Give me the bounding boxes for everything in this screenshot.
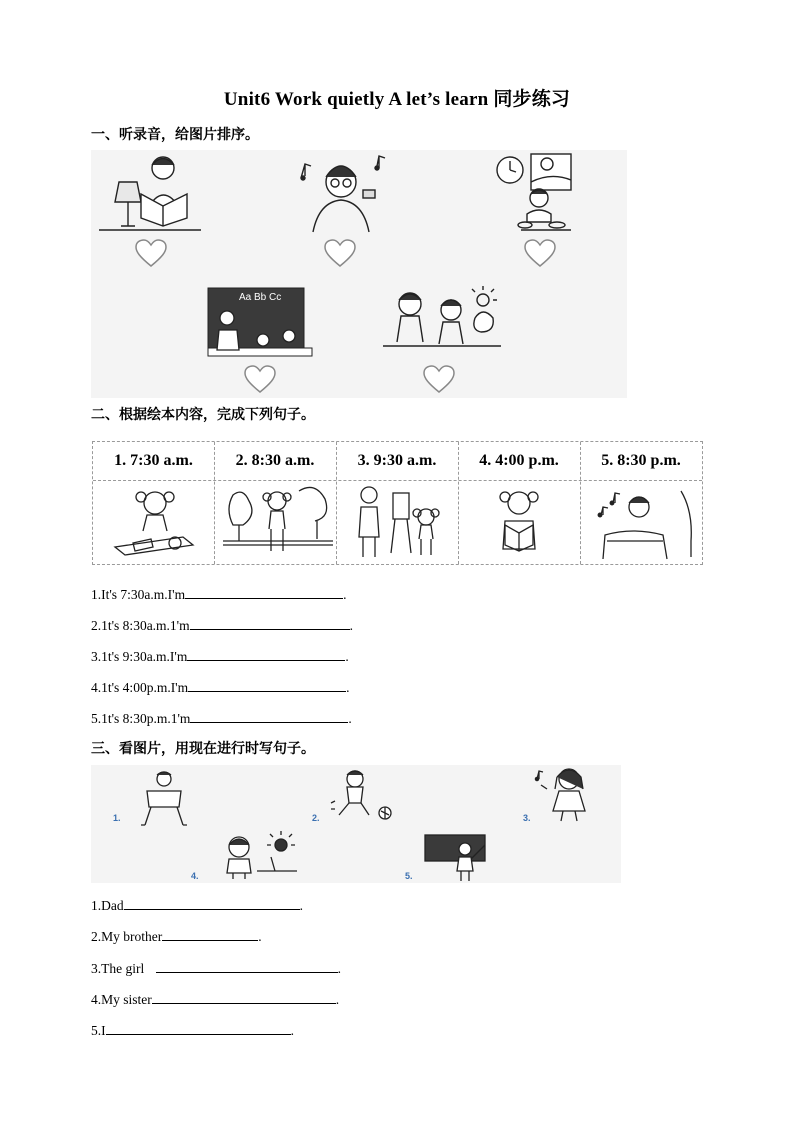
- girl-painting-picture: [359, 487, 439, 557]
- answer-blank[interactable]: [185, 584, 343, 599]
- sentence-prefix: 1.It's 7:30a.m.I'm: [91, 587, 186, 602]
- girl-singing-picture: [535, 769, 585, 821]
- answer-blank[interactable]: [190, 615, 350, 630]
- sentence-prefix: 2.1t's 8:30a.m.1'm: [91, 618, 190, 633]
- sentence-end: .: [345, 649, 349, 664]
- sentence-end: .: [346, 680, 350, 695]
- sentence-prefix: 2.My brother: [91, 929, 163, 944]
- answer-blank[interactable]: [187, 646, 345, 661]
- heart-answer-box-2: [325, 240, 355, 266]
- teacher-board-picture: [425, 835, 485, 881]
- dad-reading-picture: [141, 772, 187, 825]
- time-header-1: 1. 7:30 a.m.: [114, 452, 193, 469]
- section2-sentence-4: [91, 677, 350, 696]
- section2-sentence-2: [91, 615, 353, 634]
- heart-answer-box-3: [525, 240, 555, 266]
- sentence-end: .: [335, 992, 340, 1007]
- sentence-prefix: 5.I: [91, 1023, 106, 1038]
- answer-blank[interactable]: [106, 1020, 291, 1035]
- section2-sentence-5: [91, 708, 352, 727]
- section3-sentence-2: [91, 926, 262, 945]
- section3-illustrations: [91, 765, 621, 883]
- page-title: Unit6 Work quietly A let’s learn 同步练习: [223, 89, 571, 110]
- sentence-prefix: 4.My sister: [91, 992, 152, 1007]
- sister-outdoor-picture: [227, 831, 297, 879]
- answer-blank[interactable]: [162, 926, 258, 941]
- section3-sentence-4: [91, 989, 339, 1008]
- sentence-prefix: 1.Dad: [91, 898, 124, 913]
- time-header-5: 5. 8:30 p.m.: [601, 452, 681, 469]
- sentence-end: .: [348, 711, 352, 726]
- sentence-end: .: [343, 587, 347, 602]
- section3-heading: 三、看图片，用现在进行时写句子。: [91, 742, 315, 757]
- picture-number-1: 1.: [113, 813, 121, 823]
- sentence-prefix: 4.1t's 4:00p.m.I'm: [91, 680, 189, 695]
- sentence-prefix: 3.1t's 9:30a.m.I'm: [91, 649, 188, 664]
- section2-sentence-1: [91, 584, 346, 603]
- time-header-3: 3. 9:30 a.m.: [357, 452, 437, 469]
- answer-blank[interactable]: [124, 895, 300, 910]
- section2-heading: 二、根据绘本内容，完成下列句子。: [91, 408, 315, 423]
- section1-heading: 一、听录音，给图片排序。: [91, 128, 259, 143]
- board-text: Aa Bb Cc: [239, 292, 282, 303]
- picture-number-2: 2.: [312, 813, 320, 823]
- section2-sentence-3: [91, 646, 349, 665]
- outdoor-picture: [383, 286, 501, 346]
- answer-blank[interactable]: [156, 958, 338, 973]
- girl-cooking-picture: [115, 492, 193, 555]
- picture-number-3: 3.: [523, 813, 531, 823]
- section3-sentence-3: [91, 958, 341, 977]
- sentence-prefix: 5.1t's 8:30p.m.1'm: [91, 711, 191, 726]
- reading-picture: [99, 157, 201, 230]
- section3-sentence-1: [91, 895, 303, 914]
- sentence-end: .: [349, 618, 353, 633]
- music-picture: [301, 156, 385, 232]
- answer-blank[interactable]: [190, 708, 348, 723]
- girl-bed-music-picture: [598, 491, 691, 559]
- sentence-prefix: 3.The girl: [91, 961, 148, 976]
- time-table-illustrations: [93, 481, 702, 563]
- answer-blank[interactable]: [188, 677, 346, 692]
- section3-picture-panel: [91, 765, 621, 883]
- girl-park-picture: [223, 487, 333, 551]
- heart-answer-box-4: [245, 366, 275, 392]
- sentence-end: .: [290, 1023, 294, 1038]
- section3-sentence-5: [91, 1020, 294, 1039]
- breakfast-picture: [497, 154, 571, 230]
- heart-answer-box-5: [424, 366, 454, 392]
- sentence-end: .: [337, 961, 341, 976]
- picture-number-5: 5.: [405, 871, 413, 881]
- time-picture-table: [92, 441, 703, 565]
- picture-number-4: 4.: [191, 871, 199, 881]
- section1-picture-panel: [91, 150, 627, 398]
- time-header-2: 2. 8:30 a.m.: [235, 452, 315, 469]
- answer-blank[interactable]: [152, 989, 336, 1004]
- brother-football-picture: [331, 771, 391, 819]
- sentence-end: .: [258, 929, 262, 944]
- time-header-4: 4. 4:00 p.m.: [479, 452, 559, 469]
- girl-reading-picture: [500, 492, 538, 551]
- heart-answer-box-1: [136, 240, 166, 266]
- sentence-end: .: [299, 898, 303, 913]
- section1-illustrations: [91, 150, 627, 398]
